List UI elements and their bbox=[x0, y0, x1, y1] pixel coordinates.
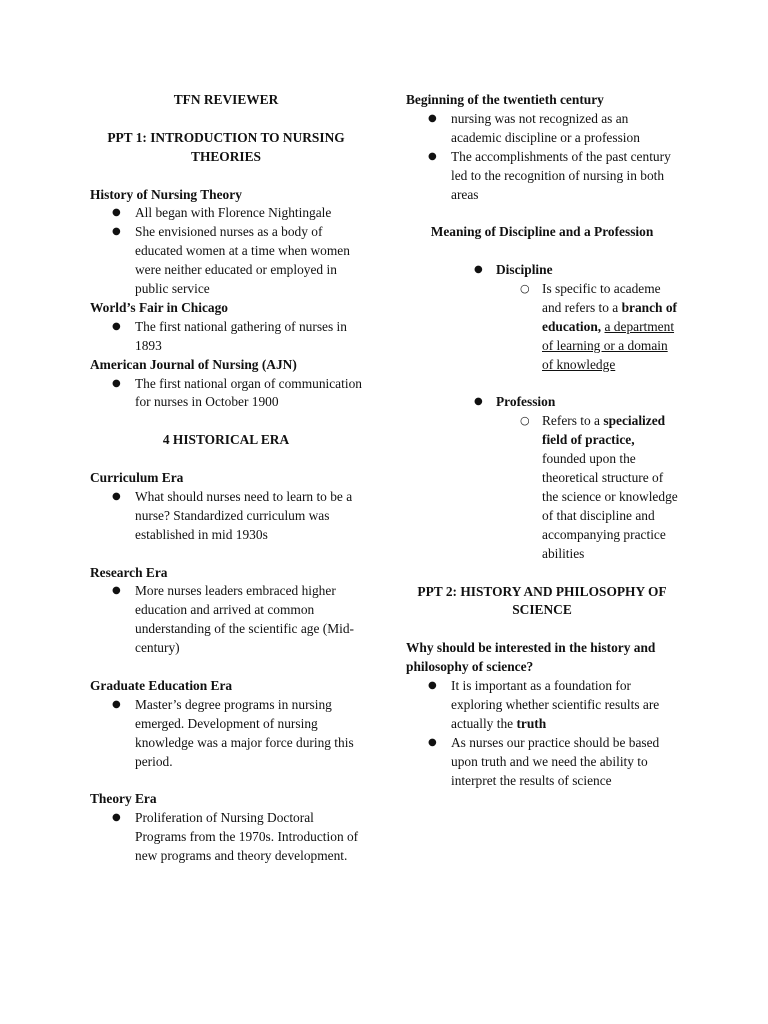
meaning-title: Meaning of Discipline and a Profession bbox=[430, 224, 654, 240]
discipline-list bbox=[406, 280, 678, 375]
curriculum-list bbox=[90, 488, 362, 545]
theory-heading: Theory Era bbox=[90, 791, 157, 807]
why-item-bold: truth bbox=[516, 715, 547, 731]
ppt1-title: PPT 1: INTRODUCTION TO NURSING THEORIES bbox=[107, 129, 345, 164]
discipline-label: ● Discipline bbox=[406, 261, 678, 280]
why-list bbox=[406, 677, 678, 790]
list-item: ● The accomplishments of the past century led to the recognition of nursing in both areas bbox=[406, 148, 678, 205]
left-column bbox=[90, 91, 362, 866]
history-heading: History of Nursing Theory bbox=[90, 186, 242, 202]
worlds-fair-list bbox=[90, 318, 362, 356]
graduate-list bbox=[90, 696, 362, 772]
curriculum-heading: Curriculum Era bbox=[90, 470, 184, 486]
list-item: ● More nurses leaders embraced higher education and arrived at common understanding of the scientific age (Mid-century) bbox=[90, 582, 362, 658]
profession-definition bbox=[406, 412, 678, 563]
profession-text: Refers to a bbox=[542, 413, 604, 429]
worlds-fair-heading: World’s Fair in Chicago bbox=[90, 299, 229, 315]
profession-bold: specialized field of practice, bbox=[542, 413, 666, 448]
theory-list bbox=[90, 809, 362, 866]
research-list bbox=[90, 582, 362, 658]
ajn-heading: American Journal of Nursing (AJN) bbox=[90, 356, 297, 372]
ajn-list bbox=[90, 375, 362, 413]
discipline-underlined: a department of learning or a domain of knowledge bbox=[542, 318, 675, 372]
discipline-bold: branch of education, bbox=[542, 299, 677, 334]
list-item: ● What should nurses need to learn to be a nurse? Standardized curriculum was established in mid 1930s bbox=[90, 488, 362, 545]
why-heading: Why should be interested in the history and philosophy of science? bbox=[406, 640, 656, 675]
twentieth-heading: Beginning of the twentieth century bbox=[406, 92, 604, 107]
list-item: ● As nurses our practice should be based upon truth and we need the ability to interpret the results of science bbox=[406, 734, 678, 791]
profession-list bbox=[406, 412, 678, 563]
right-column bbox=[406, 91, 678, 790]
list-item: ● nursing was not recognized as an academic discipline or a profession bbox=[406, 110, 678, 148]
list-item: ● The first national organ of communication for nurses in October 1900 bbox=[90, 375, 362, 413]
twentieth-list bbox=[406, 110, 678, 205]
list-item bbox=[406, 677, 678, 734]
research-heading: Research Era bbox=[90, 564, 168, 580]
list-item: ● The first national gathering of nurses in 1893 bbox=[90, 318, 362, 356]
list-item: ● She envisioned nurses as a body of educated women at a time when women were neither educated or employed in public service bbox=[90, 223, 362, 299]
discipline-text: Is specific to academe and refers to a bbox=[542, 281, 661, 315]
history-list bbox=[90, 204, 362, 299]
why-item-text: It is important as a foundation for exploring whether scientific results are actually the bbox=[451, 678, 660, 731]
ppt2-title: PPT 2: HISTORY AND PHILOSOPHY OF SCIENCE bbox=[417, 583, 667, 618]
list-item: ● All began with Florence Nightingale bbox=[90, 204, 362, 223]
profession-label: ● Profession bbox=[406, 393, 678, 412]
discipline-definition bbox=[406, 280, 678, 375]
document-title: TFN REVIEWER bbox=[173, 92, 279, 107]
list-item: ● Proliferation of Nursing Doctoral Programs from the 1970s. Introduction of new programs and theory development. bbox=[90, 809, 362, 866]
eras-title: 4 HISTORICAL ERA bbox=[162, 432, 290, 448]
profession-text-2: founded upon the theoretical structure of the science or knowledge of that discipline and accompanying practice abilities bbox=[542, 451, 678, 561]
graduate-heading: Graduate Education Era bbox=[90, 678, 233, 693]
list-item: ● Master’s degree programs in nursing emerged. Development of nursing knowledge was a major force during this period. bbox=[90, 696, 362, 772]
